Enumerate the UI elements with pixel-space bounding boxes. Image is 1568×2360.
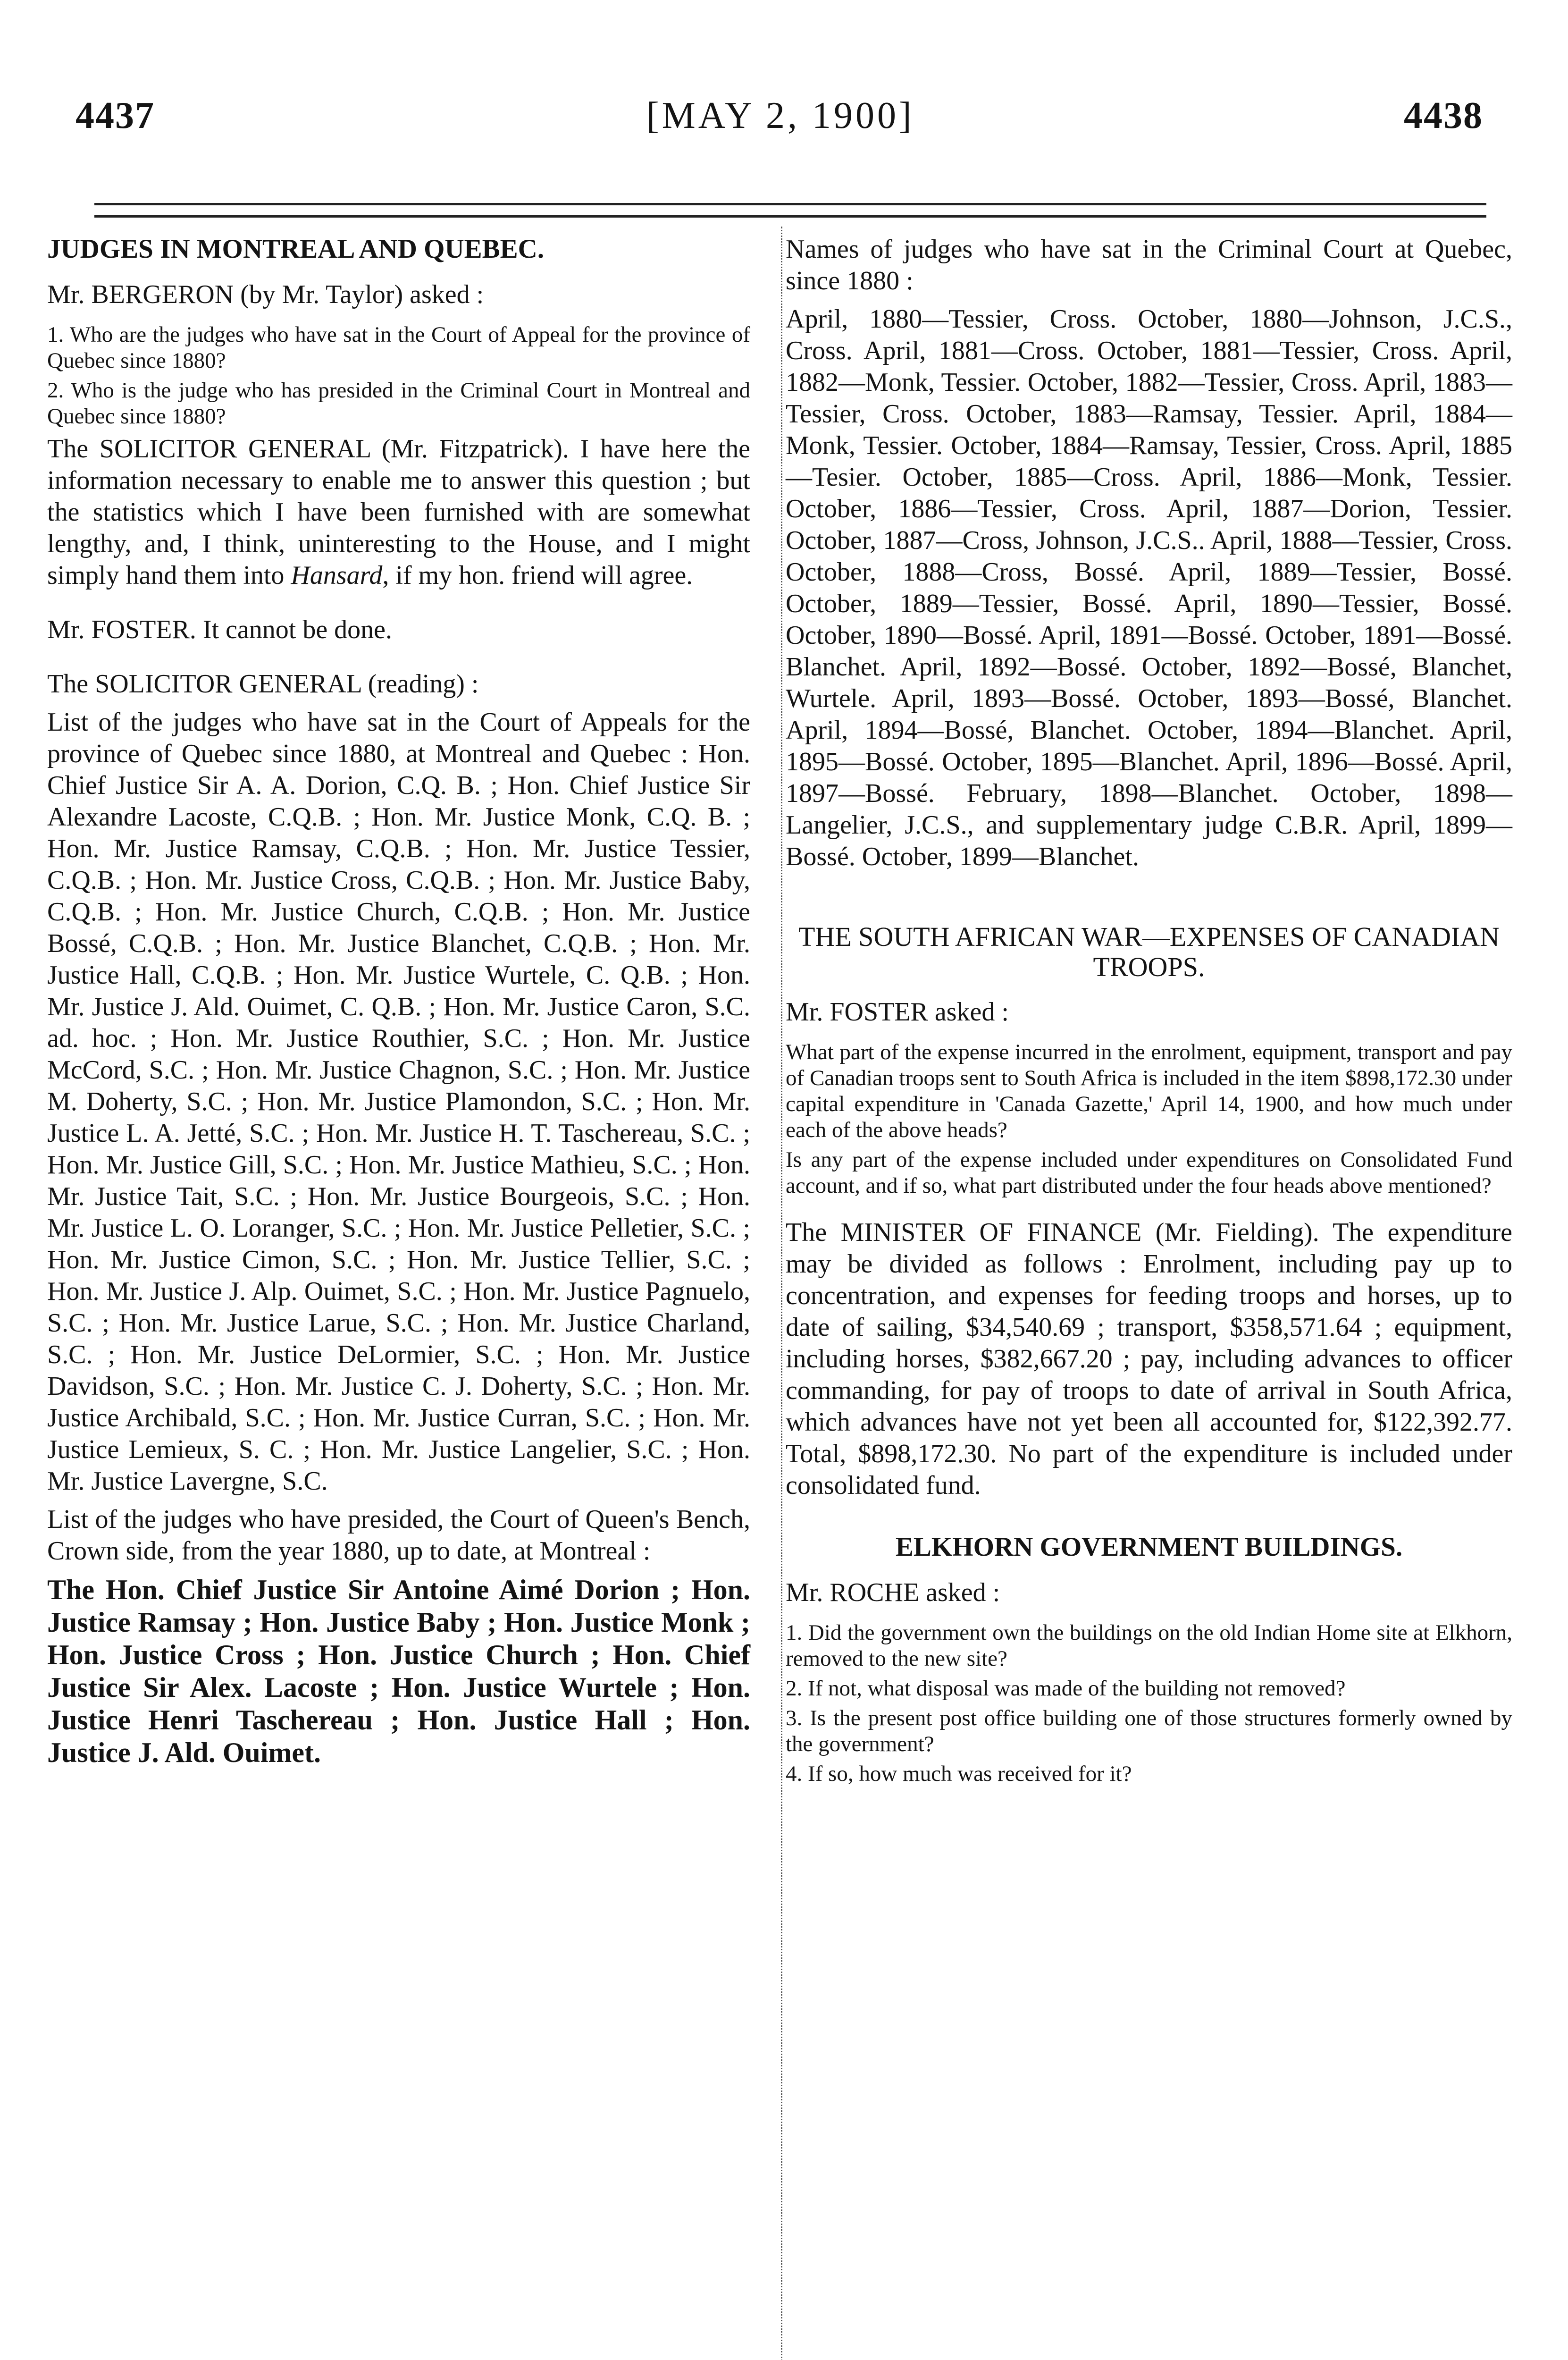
- header-rule-top: [94, 203, 1486, 205]
- foster-remark: Mr. FOSTER. It cannot be done.: [47, 615, 393, 644]
- elkhorn-question-3: 3. Is the present post office building one of those structures formerly owned by the government?: [786, 1706, 1512, 1756]
- bergeron-asked: Mr. BERGERON (by Mr. Taylor) asked :: [47, 280, 484, 309]
- elkhorn-heading: ELKHORN GOVERNMENT BUILDINGS.: [895, 1532, 1403, 1562]
- reply-text-post: , if my hon. friend will agree.: [382, 561, 693, 590]
- montreal-judges-list: The Hon. Chief Justice Sir Antoine Aimé Dorion ; Hon. Justice Ramsay ; Hon. Justice Baby ; Hon. Justice Monk ; Hon. Justice Cross ; Hon. Justice Church ; Hon. Chief Justice Sir Alex. Lacoste ; Hon. Justice Wurtele ; Hon. Justice Henri Taschereau ; Hon. Justice Hall ; Hon. Justice J. Ald. Ouimet.: [47, 1574, 750, 1768]
- left-page-number: 4437: [75, 95, 155, 136]
- roche-asked: Mr. ROCHE asked :: [786, 1578, 1000, 1607]
- right-page-number: 4438: [1404, 95, 1483, 136]
- reply-text-pre: The SOLICITOR GENERAL (Mr. Fitzpatrick). I have here the information necessary to enable me to answer this question ; but the statistics which I have been furnished with are somewhat lengthy, and, I think, uninteresting to the House, and I might simply hand them into: [47, 434, 750, 590]
- sa-question-2: Is any part of the expense included under expenditures on Consolidated Fund account, and if so, what part distributed under the four heads above mentioned?: [786, 1147, 1512, 1198]
- quebec-criminal-court-intro: Names of judges who have sat in the Criminal Court at Quebec, since 1880 :: [786, 235, 1512, 295]
- queens-bench-intro: List of the judges who have presided, the Court of Queen's Bench, Crown side, from the year 1880, up to date, at Montreal :: [47, 1505, 750, 1566]
- header-rule-bottom: [94, 215, 1486, 218]
- solicitor-general-reply: [47, 433, 750, 591]
- session-date: [MAY 2, 1900]: [646, 95, 914, 136]
- minister-of-finance-answer: The MINISTER OF FINANCE (Mr. Fielding). The expenditure may be divided as follows : Enrolment, including pay up to concentration, and expenses for feeding troops and horses, up to date of sailing, $34,540.69 ; transport, $358,571.64 ; equipment, including horses, $382,667.20 ; pay, including advances to officer commanding, for pay of troops to date of arrival in South Africa, which advances have not yet been all accounted for, $122,392.77. Total, $898,172.30. No part of the expenditure is included under consolidated fund.: [786, 1218, 1512, 1500]
- reply-hansard: Hansard: [291, 561, 383, 590]
- solicitor-general-reading: The SOLICITOR GENERAL (reading) :: [47, 669, 479, 699]
- left-column: [47, 234, 750, 1776]
- page-header: [0, 94, 1568, 151]
- question-1: 1. Who are the judges who have sat in the Court of Appeal for the province of Quebec since 1880?: [47, 322, 750, 373]
- question-2: 2. Who is the judge who has presided in the Criminal Court in Montreal and Quebec since 1880?: [47, 378, 750, 429]
- south-african-war-heading: THE SOUTH AFRICAN WAR—EXPENSES OF CANADIAN TROOPS.: [798, 921, 1500, 982]
- column-divider: [781, 227, 782, 2360]
- elkhorn-question-1: 1. Did the government own the buildings on the old Indian Home site at Elkhorn, removed to the new site?: [786, 1620, 1512, 1671]
- quebec-criminal-court-list: April, 1880—Tessier, Cross. October, 1880—Johnson, J.C.S., Cross. April, 1881—Cross. October, 1881—Tessier, Cross. April, 1882—Monk, Tessier. October, 1882—Tessier, Cross. April, 1883—Tessier, Cross. October, 1883—Ramsay, Tessier. April, 1884—Monk, Tessier. October, 1884—Ramsay, Tessier, Cross. April, 1885—Tesier. October, 1885—Cross. April, 1886—Monk, Tessier. October, 1886—Tessier, Cross. April, 1887—Dorion, Tessier. October, 1887—Cross, Johnson, J.C.S.. April, 1888—Tessier, Cross. October, 1888—Cross, Bossé. April, 1889—Tessier, Bossé. October, 1889—Tessier, Bossé. April, 1890—Tessier, Bossé. October, 1890—Bossé. April, 1891—Bossé. October, 1891—Bossé. Blanchet. April, 1892—Bossé. October, 1892—Bossé, Blanchet, Wurtele. April, 1893—Bossé. October, 1893—Bossé, Blanchet. April, 1894—Bossé, Blanchet. October, 1894—Blanchet. April, 1895—Bossé. October, 1895—Blanchet. April, 1896—Bossé. April, 1897—Bossé. February, 1898—Blanchet. October, 1898—Langelier, J.C.S., and supplementary judge C.B.R. April, 1899—Bossé. October, 1899—Blanchet.: [786, 304, 1512, 871]
- sa-question-1: What part of the expense incurred in the enrolment, equipment, transport and pay of Canadian troops sent to South Africa is included in the item $898,172.30 under capital expenditure in 'Canada Gazette,' April 14, 1900, and how much under each of the above heads?: [786, 1040, 1512, 1142]
- court-of-appeals-list: List of the judges who have sat in the Court of Appeals for the province of Quebec since 1880, at Montreal and Quebec : Hon. Chief Justice Sir A. A. Dorion, C.Q. B. ; Hon. Chief Justice Sir Alexandre Lacoste, C.Q.B. ; Hon. Mr. Justice Monk, C.Q. B. ; Hon. Mr. Justice Ramsay, C.Q.B. ; Hon. Mr. Justice Tessier, C.Q.B. ; Hon. Mr. Justice Cross, C.Q.B. ; Hon. Mr. Justice Baby, C.Q.B. ; Hon. Mr. Justice Church, C.Q.B. ; Hon. Mr. Justice Bossé, C.Q.B. ; Hon. Mr. Justice Blanchet, C.Q.B. ; Hon. Mr. Justice Hall, C.Q.B. ; Hon. Mr. Justice Wurtele, C. Q.B. ; Hon. Mr. Justice J. Ald. Ouimet, C. Q.B. ; Hon. Mr. Justice Caron, S.C. ad. hoc. ; Hon. Mr. Justice Routhier, S.C. ; Hon. Mr. Justice McCord, S.C. ; Hon. Mr. Justice Chagnon, S.C. ; Hon. Mr. Justice M. Doherty, S.C. ; Hon. Mr. Justice Plamondon, S.C. ; Hon. Mr. Justice L. A. Jetté, S.C. ; Hon. Mr. Justice H. T. Taschereau, S.C. ; Hon. Mr. Justice Gill, S.C. ; Hon. Mr. Justice Mathieu, S.C. ; Hon. Mr. Justice Tait, S.C. ; Hon. Mr. Justice Bourgeois, S.C. ; Hon. Mr. Justice L. O. Loranger, S.C. ; Hon. Mr. Justice Pelletier, S.C. ; Hon. Mr. Justice Cimon, S.C. ; Hon. Mr. Justice Tellier, S.C. ; Hon. Mr. Justice J. Alp. Ouimet, S.C. ; Hon. Mr. Justice Pagnuelo, S.C. ; Hon. Mr. Justice Larue, S.C. ; Hon. Mr. Justice Charland, S.C. ; Hon. Mr. Justice DeLormier, S.C. ; Hon. Mr. Justice Davidson, S.C. ; Hon. Mr. Justice C. J. Doherty, S.C. ; Hon. Mr. Justice Archibald, S.C. ; Hon. Mr. Justice Curran, S.C. ; Hon. Mr. Justice Lemieux, S. C. ; Hon. Mr. Justice Langelier, S.C. ; Hon. Mr. Justice Lavergne, S.C.: [47, 708, 750, 1496]
- elkhorn-question-4: 4. If so, how much was received for it?: [786, 1762, 1132, 1786]
- judges-heading: JUDGES IN MONTREAL AND QUEBEC.: [47, 234, 545, 264]
- foster-asked: Mr. FOSTER asked :: [786, 997, 1009, 1027]
- right-column: [786, 234, 1512, 1791]
- elkhorn-question-2: 2. If not, what disposal was made of the building not removed?: [786, 1676, 1346, 1701]
